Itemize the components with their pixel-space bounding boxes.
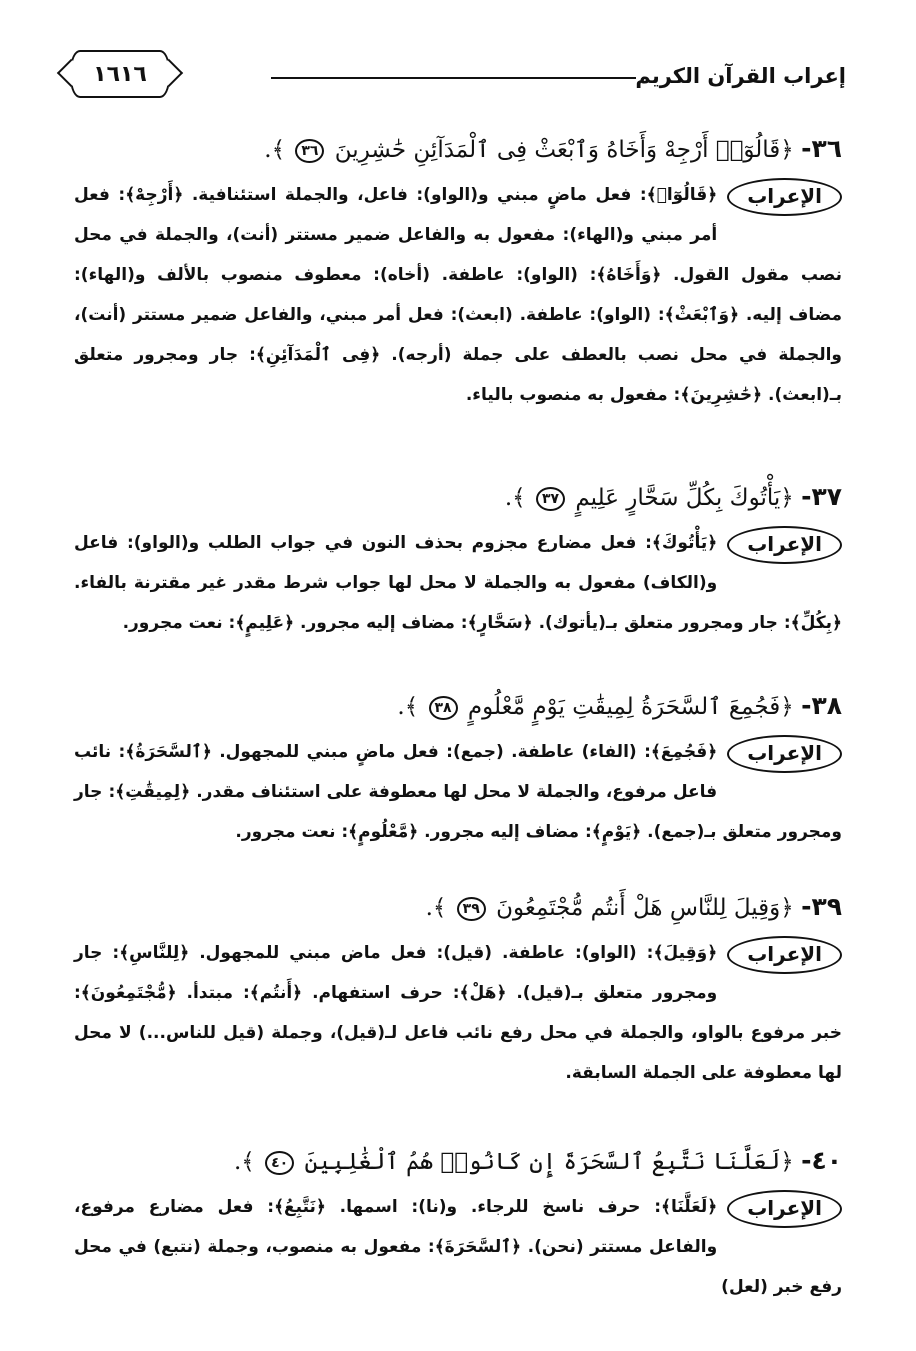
verse-number: ٣٦- [801, 134, 842, 163]
verse-close: ﴾. [234, 1149, 255, 1175]
irab-text: ﴿يَأْتُوكَ﴾: فعل مضارع مجزوم بحذف النون في جواب الطلب و(الواو): فاعل و(الكاف) مفعول به والجملة لا محل لها جواب شرط مقدر غير مقترنة بالفاء. ﴿بِكُلِّ﴾: جار ومجرور متعلق بـ(يأتوك). ﴿سَحَّارٍ﴾: مضاف إليه مجرور. ﴿عَلِيمٍ﴾: نعت مجرور. [74, 533, 842, 633]
verse-text: ﴿فَجُمِعَ ٱلسَّحَرَةُ لِمِيقَٰتِ يَوْمٍ مَّعْلُومٍ [467, 694, 794, 720]
irab-paragraph [74, 933, 842, 1093]
page-header [70, 40, 846, 104]
verse-section-36 [74, 130, 842, 415]
verse-close: ﴾. [397, 694, 419, 720]
verse-close: ﴾. [264, 137, 286, 163]
book-title: إعراب القرآن الكريم [635, 64, 846, 88]
header-rule [271, 77, 636, 79]
irab-label: الإعراب [727, 1190, 842, 1228]
verse-text: ﴿لَعَلَّنَا نَتَّبِعُ ٱلسَّحَرَةَ إِن كَانُوا۟ هُمُ ٱلْغَٰلِبِينَ [304, 1149, 794, 1175]
verse-line [74, 478, 842, 517]
irab-paragraph [74, 175, 842, 415]
verse-number: ٣٧- [801, 482, 842, 511]
ayah-number-marker: ٣٧ [536, 487, 565, 511]
irab-label: الإعراب [727, 735, 842, 773]
ayah-number-marker: ٣٩ [457, 897, 486, 921]
ayah-number-marker: ٣٦ [295, 139, 324, 163]
irab-text: ﴿وَقِيلَ﴾: (الواو): عاطفة. (قيل): فعل ماض مبني للمجهول. ﴿لِلنَّاسِ﴾: جار ومجرور متعلق بـ(قيل). ﴿هَلْ﴾: حرف استفهام. ﴿أَنتُم﴾: مبتدأ. ﴿مُّجْتَمِعُونَ﴾: خبر مرفوع بالواو، والجملة في محل رفع نائب فاعل لـ(قيل)، وجملة (قيل للناس...) لا محل لها معطوفة على الجملة السابقة. [74, 943, 842, 1083]
verse-number: ٤٠- [801, 1146, 842, 1175]
verse-line [74, 1142, 842, 1181]
verse-text: ﴿قَالُوٓا۟ أَرْجِهْ وَأَخَاهُ وَٱبْعَثْ فِى ٱلْمَدَآئِنِ حَٰشِرِينَ [334, 137, 794, 163]
irab-text: ﴿لَعَلَّنَا﴾: حرف ناسخ للرجاء. و(نا): اسمها. ﴿نَتَّبِعُ﴾: فعل مضارع مرفوع، والفاعل مستتر (نحن). ﴿ٱلسَّحَرَةَ﴾: مفعول به منصوب، وجملة (نتبع) في محل رفع خبر (لعل) [74, 1197, 842, 1297]
verse-section-39 [74, 888, 842, 1093]
ayah-number-marker: ٤٠ [265, 1151, 294, 1175]
irab-paragraph [74, 1187, 842, 1307]
irab-text: ﴿قَالُوٓا۟﴾: فعل ماضٍ مبني و(الواو): فاعل، والجملة استئنافية. ﴿أَرْجِهْ﴾: فعل أمر مبني و(الهاء): مفعول به والفاعل ضمير مستتر (أنت)، والجملة في محل نصب مقول القول. ﴿وَأَخَاهُ﴾: (الواو): عاطفة. (أخاه): معطوف منصوب بالألف و(الهاء): مضاف إليه. ﴿وَٱبْعَثْ﴾: (الواو): عاطفة. (ابعث): فعل أمر مبني، والفاعل ضمير مستتر (أنت)، والجملة في محل نصب بالعطف على جملة (أرجه). ﴿فِى ٱلْمَدَآئِنِ﴾: جار ومجرور متعلق بـ(ابعث). ﴿حَٰشِرِينَ﴾: مفعول به منصوب بالياء. [74, 185, 842, 405]
irab-paragraph [74, 523, 842, 643]
ayah-number-marker: ٣٨ [429, 696, 458, 720]
irab-label: الإعراب [727, 936, 842, 974]
verse-close: ﴾. [504, 485, 526, 511]
verse-section-38 [74, 687, 842, 852]
verse-line [74, 888, 842, 927]
page-number: ١٦١٦ [93, 61, 147, 87]
verse-line [74, 687, 842, 726]
verse-line [74, 130, 842, 169]
verse-number: ٣٨- [801, 691, 842, 720]
irab-label: الإعراب [727, 526, 842, 564]
verse-text: ﴿وَقِيلَ لِلنَّاسِ هَلْ أَنتُم مُّجْتَمِعُونَ [496, 895, 794, 921]
irab-text: ﴿فَجُمِعَ﴾: (الفاء) عاطفة. (جمع): فعل ماضٍ مبني للمجهول. ﴿ٱلسَّحَرَةُ﴾: نائب فاعل مرفوع، والجملة لا محل لها معطوفة على استئناف مقدر. ﴿لِمِيقَٰتِ﴾: جار ومجرور متعلق بـ(جمع). ﴿يَوْمٍ﴾: مضاف إليه مجرور. ﴿مَّعْلُومٍ﴾: نعت مجرور. [74, 742, 842, 842]
verse-text: ﴿يَأْتُوكَ بِكُلِّ سَحَّارٍ عَلِيمٍ [575, 485, 794, 511]
page-number-badge [70, 50, 170, 98]
verse-close: ﴾. [425, 895, 447, 921]
verse-section-37 [74, 478, 842, 643]
verse-number: ٣٩- [801, 892, 842, 921]
irab-label: الإعراب [727, 178, 842, 216]
verse-section-40 [74, 1142, 842, 1307]
irab-paragraph [74, 732, 842, 852]
